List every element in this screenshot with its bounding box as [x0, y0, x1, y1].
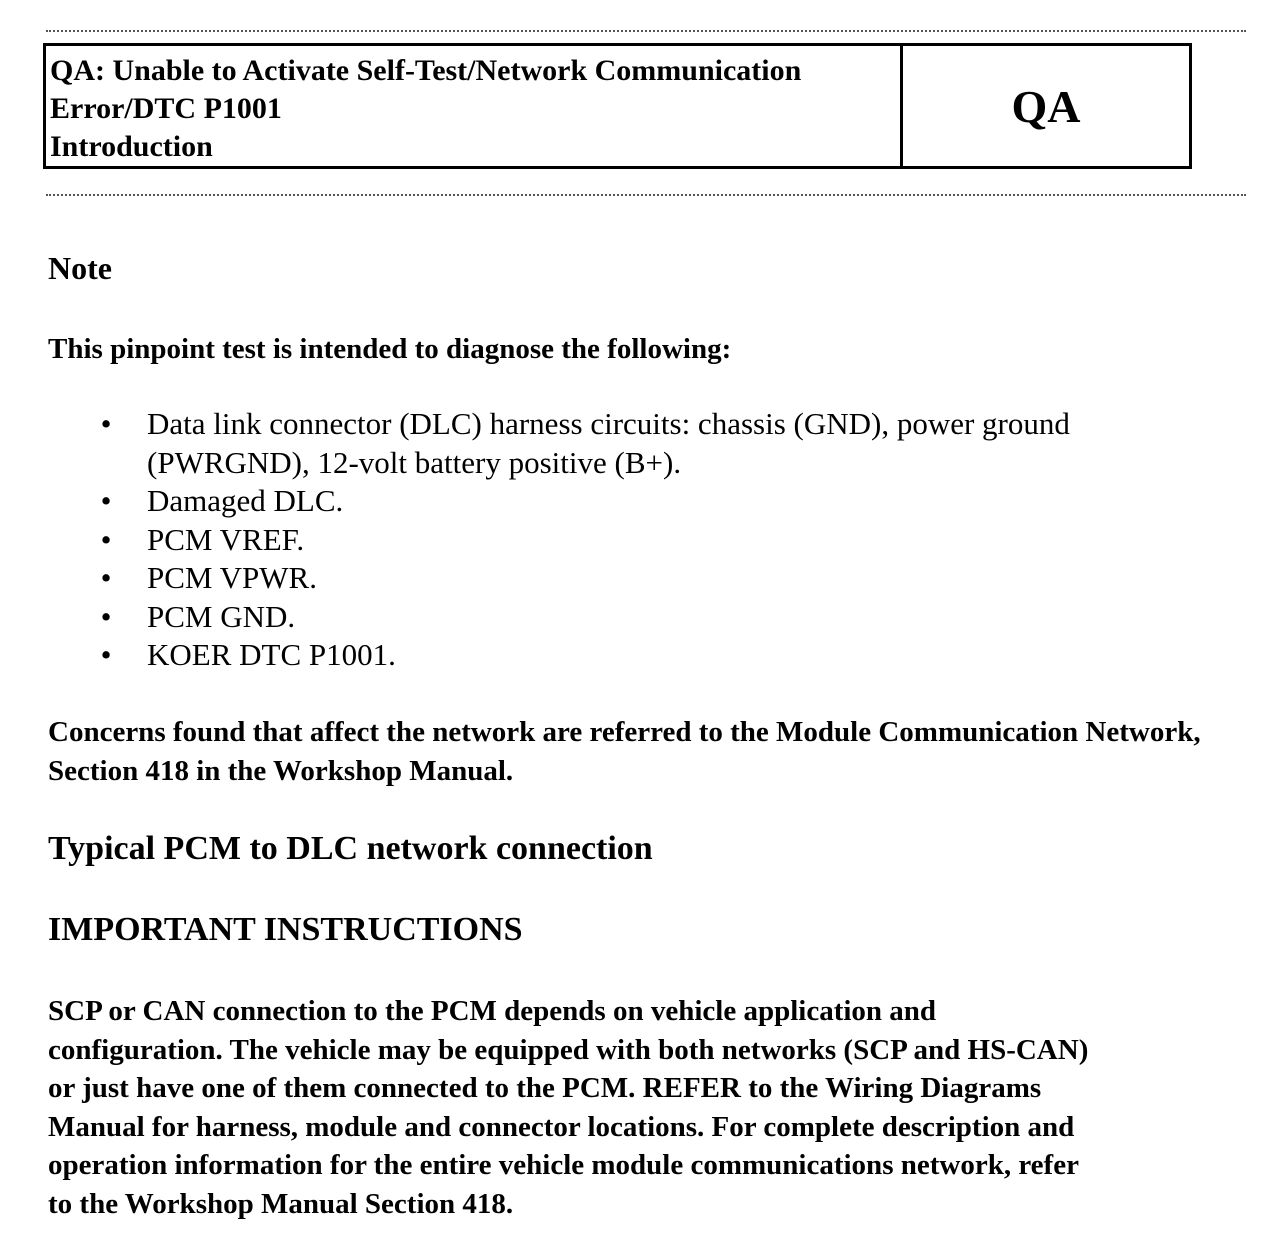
- bullet-icon: •: [100, 521, 112, 557]
- header-title-line: Introduction: [50, 130, 213, 163]
- list-item: [96, 636, 1176, 675]
- bullet-icon: •: [100, 560, 112, 595]
- typical-connection-heading: Typical PCM to DLC network connection: [48, 830, 653, 867]
- list-item-text: PCM GND.: [147, 598, 296, 634]
- bullet-icon: •: [100, 598, 112, 634]
- instructions-line: or just have one of them connected to the PCM. REFER to the Wiring Diagrams: [48, 1072, 1042, 1104]
- instructions-line: to the Workshop Manual Section 418.: [48, 1187, 514, 1220]
- list-item: [96, 559, 1176, 598]
- important-instructions-heading: IMPORTANT INSTRUCTIONS: [48, 911, 523, 948]
- list-item-text: Damaged DLC.: [147, 483, 344, 518]
- intro-text: This pinpoint test is intended to diagnose the following:: [48, 333, 732, 365]
- instructions-line: SCP or CAN connection to the PCM depends on vehicle application and: [48, 995, 937, 1027]
- header-title: [46, 46, 903, 166]
- bullet-icon: •: [100, 483, 112, 518]
- diagnosis-list: [96, 405, 1176, 675]
- instructions-paragraph: [48, 992, 1248, 1223]
- header-code: QA: [1011, 80, 1081, 132]
- list-item: [96, 598, 1176, 637]
- note-heading: Note: [48, 250, 112, 286]
- bullet-icon: •: [100, 637, 112, 672]
- list-item-text: PCM VREF.: [147, 521, 305, 557]
- list-item-text: Data link connector (DLC) harness circuits: chassis (GND), power ground (PWRGND), 12-volt battery positive (B+).: [147, 406, 1070, 480]
- list-item: [96, 521, 1176, 560]
- instructions-line: Manual for harness, module and connector locations. For complete description and: [48, 1110, 1075, 1143]
- header-title-line: Error/DTC P1001: [50, 92, 282, 125]
- list-item: [96, 405, 1176, 482]
- top-divider: [46, 30, 1246, 32]
- header-bottom-divider: [46, 194, 1246, 196]
- header-title-line: QA: Unable to Activate Self-Test/Network Communication: [50, 54, 802, 87]
- bullet-icon: •: [100, 406, 112, 441]
- document-header: [43, 43, 1192, 169]
- list-item-text: KOER DTC P1001.: [147, 637, 396, 672]
- list-item-text: PCM VPWR.: [147, 560, 317, 595]
- concerns-paragraph: Concerns found that affect the network are referred to the Module Communication Network, Section 418 in the Workshop Manual.: [48, 716, 1201, 787]
- instructions-line: configuration. The vehicle may be equipped with both networks (SCP and HS-CAN): [48, 1033, 1089, 1066]
- instructions-line: operation information for the entire vehicle module communications network, refer: [48, 1149, 1079, 1181]
- list-item: [96, 482, 1176, 521]
